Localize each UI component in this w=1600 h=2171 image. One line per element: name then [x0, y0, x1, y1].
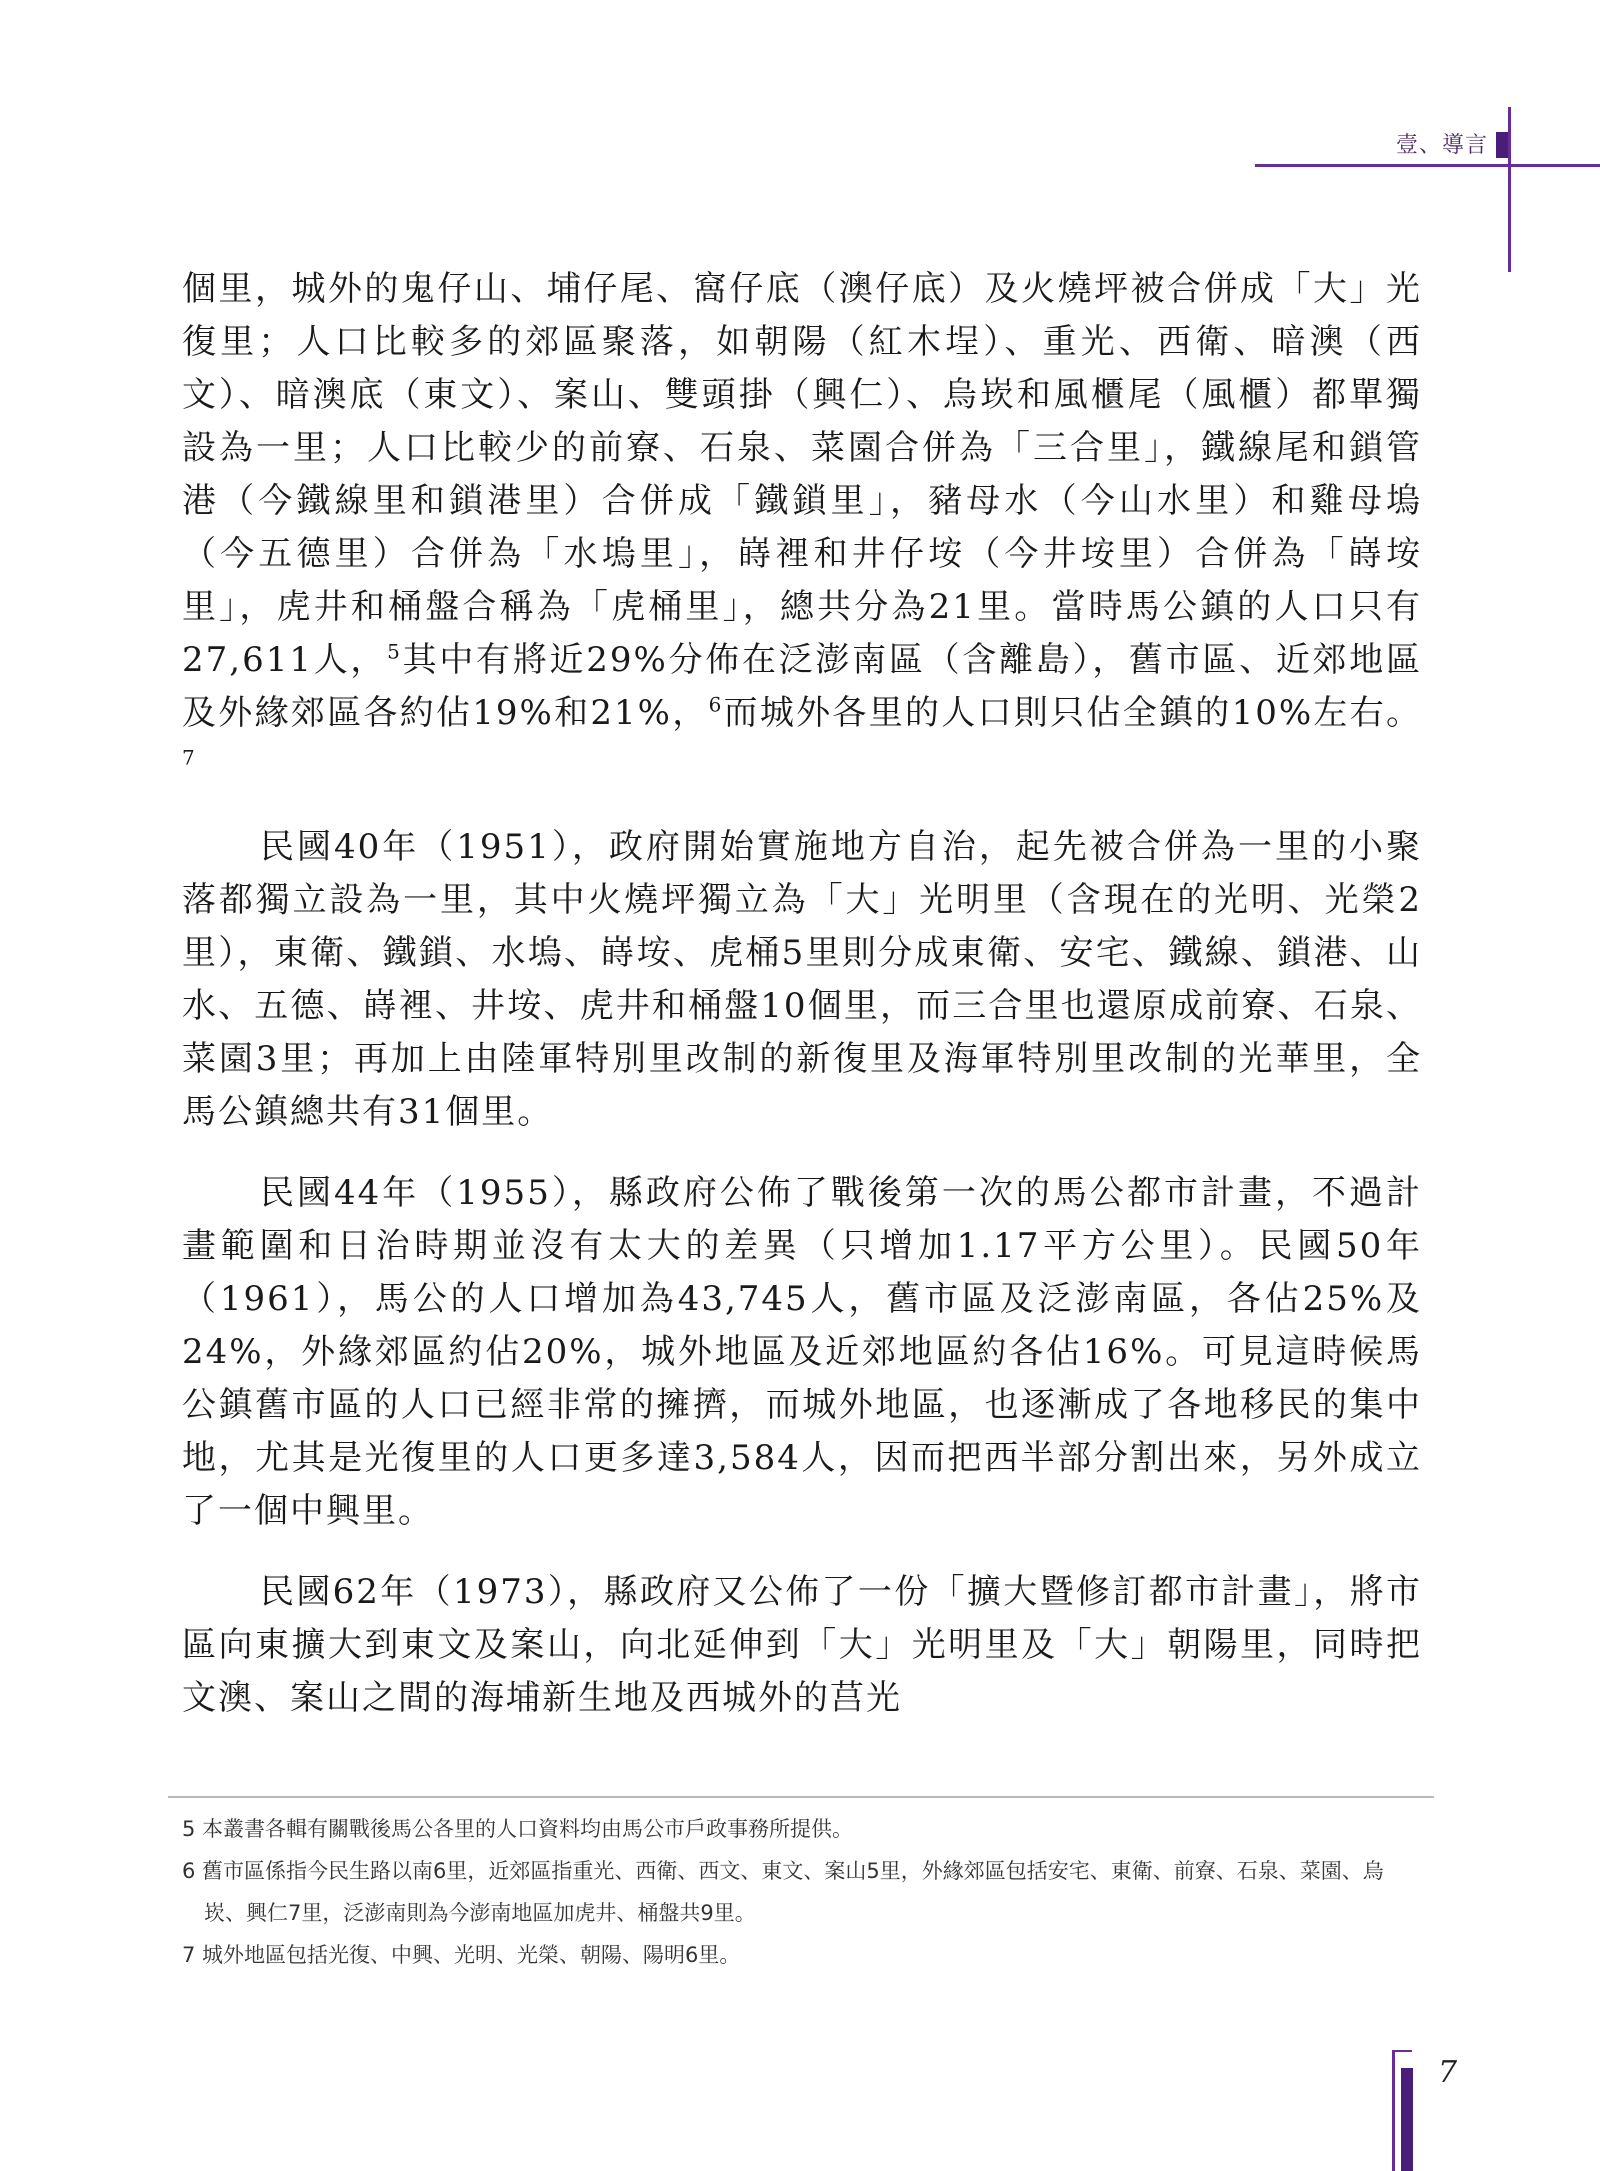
paragraph-1-part-2: 其中有將近29%分佈在泛澎南區（含離島），舊市區、近郊地區及外緣郊區各約佔19%和21%， [182, 640, 1422, 733]
header-vertical-rule [1508, 107, 1511, 272]
header-marker-block [1496, 132, 1508, 158]
footnote-ref-7[interactable]: 7 [182, 745, 197, 770]
main-text [182, 263, 1422, 1753]
page-number-marker-block [1401, 2068, 1413, 2171]
footnote-6: 6 舊市區係指今民生路以南6里，近郊區指重光、西衛、西文、東文、案山5里，外緣郊區包括安宅、東衛、前寮、石泉、菜園、烏崁、興仁7里，泛澎南則為今澎南地區加虎井、桶盤共9里。 [182, 1859, 1384, 1925]
paragraph-1 [182, 263, 1422, 793]
footnotes [182, 1808, 1422, 1976]
paragraph-4: 民國62年（1973），縣政府又公佈了一份「擴大暨修訂都市計畫」，將市區向東擴大到東文及案山，向北延伸到「大」光明里及「大」朝陽里，同時把文澳、案山之間的海埔新生地及西城外的莒光 [182, 1572, 1422, 1718]
footnote-5: 5 本叢書各輯有關戰後馬公各里的人口資料均由馬公市戶政事務所提供。 [182, 1817, 854, 1841]
page-number-vertical-rule [1392, 2050, 1395, 2171]
paragraph-2: 民國40年（1951），政府開始實施地方自治，起先被合併為一里的小聚落都獨立設為一里，其中火燒坪獨立為「大」光明里（含現在的光明、光榮2里），東衛、鐵鎖、水塢、嵵垵、虎桶5里則分成東衛、安宅、鐵線、鎖港、山水、五德、嵵裡、井垵、虎井和桶盤10個里，而三合里也還原成前寮、石泉、菜園3里；再加上由陸軍特別里改制的新復里及海軍特別里改制的光華里，全馬公鎮總共有31個里。 [182, 827, 1422, 1132]
paragraph-1-part-1: 個里，城外的鬼仔山、埔仔尾、窩仔底（澳仔底）及火燒坪被合併成「大」光復里；人口比較多的郊區聚落，如朝陽（紅木埕）、重光、西衛、暗澳（西文）、暗澳底（東文）、案山、雙頭掛（興仁）、烏崁和風櫃尾（風櫃）都單獨設為一里；人口比較少的前寮、石泉、菜園合併為「三合里」，鐵線尾和鎖管港（今鐵線里和鎖港里）合併成「鐵鎖里」，豬母水（今山水里）和雞母塢（今五德里）合併為「水塢里」，嵵裡和井仔垵（今井垵里）合併為「嵵垵里」，虎井和桶盤合稱為「虎桶里」，總共分為21里。當時馬公鎮的人口只有27,611人， [182, 269, 1422, 680]
page-number: 7 [1438, 2055, 1458, 2090]
footnote-divider [168, 1796, 1434, 1798]
footnote-ref-5[interactable]: 5 [387, 639, 402, 664]
section-title: 壹、導言 [1395, 133, 1488, 158]
footnote-ref-6[interactable]: 6 [708, 692, 724, 717]
paragraph-3: 民國44年（1955），縣政府公佈了戰後第一次的馬公都市計畫，不過計畫範圍和日治時期並沒有太大的差異（只增加1.17平方公里）。民國50年（1961），馬公的人口增加為43,745人，舊市區及泛澎南區，各佔25%及24%，外緣郊區約佔20%，城外地區及近郊地區約各佔16%。可見這時候馬公鎮舊市區的人口已經非常的擁擠，而城外地區，也逐漸成了各地移民的集中地，尤其是光復里的人口更多達3,584人，因而把西半部分割出來，另外成立了一個中興里。 [182, 1173, 1423, 1531]
paragraph-1-part-3: 而城外各里的人口則只佔全鎮的10%左右。 [723, 693, 1422, 733]
footnote-7: 7 城外地區包括光復、中興、光明、光榮、朝陽、陽明6里。 [182, 1943, 741, 1967]
page-number-rule [1392, 2050, 1412, 2052]
header-rule [1255, 164, 1600, 167]
